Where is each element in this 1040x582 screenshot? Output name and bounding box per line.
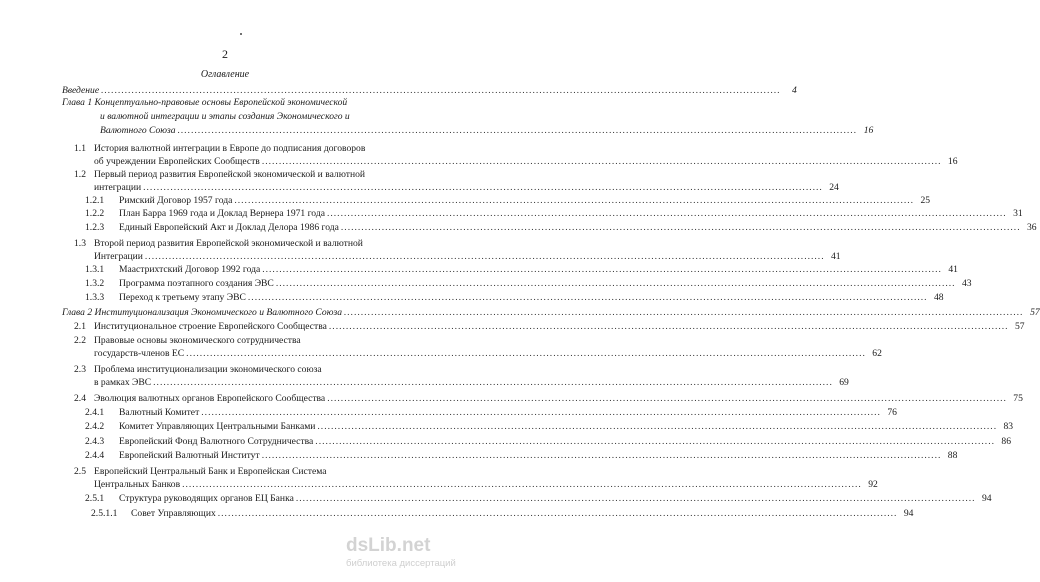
toc-entry-title: Комитет Управляющих Центральными Банками [119, 421, 316, 432]
toc-entry-title: Введение [62, 85, 100, 96]
toc-entry-number: 1.2.3 [85, 222, 105, 233]
toc-leader-dots: ........................................................................................................................................................................................................ [261, 450, 942, 461]
toc-page-number: 43 [961, 278, 972, 289]
toc-entry [94, 181, 839, 195]
toc-entry-title: Структура руководящих органов ЕЦ Банка [119, 493, 294, 504]
toc-entry-number: 2.5.1.1 [91, 508, 118, 519]
toc-entry-title: План Барра 1969 года и Доклад Вернера 1971 года [119, 208, 325, 219]
toc-entry [119, 194, 931, 208]
toc-entry-title: Институциональное строение Европейского Сообщества [94, 321, 327, 332]
toc-page-number: 41 [831, 251, 841, 262]
scan-speck [240, 33, 242, 35]
toc-page-number: 75 [1013, 393, 1023, 404]
toc-leader-dots: ........................................................................................................................................................................................................ [261, 156, 942, 167]
toc-leader-dots: ........................................................................................................................................................................................................ [234, 195, 915, 206]
toc-entry [119, 291, 944, 305]
toc-entry-title: Глава 2 Институционализация Экономического и Валютного Союза [62, 307, 342, 318]
toc-page-number: 86 [1001, 436, 1011, 447]
toc-entry [94, 392, 1023, 406]
toc-entry-title: Римский Договор 1957 года [119, 195, 233, 206]
toc-leader-dots: ........................................................................................................................................................................................................ [144, 251, 825, 262]
toc-entry-number: 2.4.1 [85, 407, 105, 418]
toc-leader-dots: ........................................................................................................................................................................................................ [153, 377, 833, 388]
toc-leader-dots: ........................................................................................................................................................................................................ [201, 407, 881, 418]
toc-heading: Оглавление [200, 69, 250, 80]
toc-entry-title: Совет Управляющих [131, 508, 216, 519]
toc-entry-line: Глава 1 Концептуально-правовые основы Европейской экономической [62, 97, 348, 108]
toc-entry-title: Интеграции [94, 251, 143, 262]
toc-entry-number: 2.4 [74, 393, 86, 404]
toc-page-number: 36 [1027, 222, 1037, 233]
toc-entry-title: Европейский Фонд Валютного Сотрудничества [119, 436, 314, 447]
toc-entry-title: государств-членов ЕС [94, 348, 185, 359]
toc-entry-title: Программа поэтапного создания ЭВС [119, 278, 274, 289]
toc-entry-title: интеграции [94, 182, 142, 193]
toc-page-number: 88 [947, 450, 958, 461]
toc-leader-dots: ........................................................................................................................................................................................................ [328, 321, 1009, 332]
toc-entry [119, 420, 1014, 434]
toc-page-number: 57 [1030, 307, 1040, 318]
toc-entry-number: 2.3 [74, 364, 86, 375]
toc-entry-line: Проблема институционализации экономического союза [94, 364, 322, 375]
toc-entry [94, 376, 849, 390]
toc-page-number: 25 [920, 195, 931, 206]
toc-entry-number: 1.1 [74, 143, 86, 154]
toc-entry-title: об учреждении Европейских Сообществ [94, 156, 260, 167]
toc-entry-number: 1.3.2 [85, 278, 105, 289]
toc-entry-title: Единый Европейский Акт и Доклад Делора 1986 года [119, 222, 339, 233]
toc-entry-line: и валютной интеграции и этапы создания Экономического и [100, 111, 350, 122]
toc-leader-dots: ........................................................................................................................................................................................................ [344, 307, 1024, 318]
toc-entry-title: Европейский Валютный Институт [119, 450, 260, 461]
toc-entry-number: 2.4.4 [85, 450, 105, 461]
toc-leader-dots: ........................................................................................................................................................................................................ [182, 479, 862, 490]
toc-entry [94, 250, 841, 264]
toc-entry [119, 435, 1011, 449]
toc-entry-number: 1.2.1 [85, 195, 105, 206]
toc-entry [119, 492, 992, 506]
toc-leader-dots: ........................................................................................................................................................................................................ [217, 508, 898, 519]
page-number: 2 [222, 47, 228, 61]
toc-entry-title: Центральных Банков [94, 479, 181, 490]
toc-entry [94, 347, 882, 361]
toc-page-number: 76 [887, 407, 897, 418]
toc-entry-title: Эволюция валютных органов Европейского Сообщества [94, 393, 326, 404]
toc-page-number: 24 [829, 182, 839, 193]
watermark [346, 535, 456, 575]
toc-entry [119, 263, 958, 277]
toc-leader-dots: ........................................................................................................................................................................................................ [327, 393, 1007, 404]
toc-entry [119, 406, 897, 420]
toc-entry [94, 155, 958, 169]
toc-entry-number: 1.3.1 [85, 264, 105, 275]
toc-entry-title: Маастрихтский Договор 1992 года [119, 264, 261, 275]
toc-leader-dots: ........................................................................................................................................................................................................ [317, 421, 998, 432]
toc-entry-line: Первый период развития Европейской экономической и валютной [94, 169, 366, 180]
toc-entry-number: 1.2 [74, 169, 86, 180]
toc-entry-line: История валютной интеграции в Европе до подписания договоров [94, 143, 366, 154]
toc-page-number: 31 [1013, 208, 1023, 219]
toc-page-number: 57 [1014, 321, 1025, 332]
toc-entry-line: Второй период развития Европейской экономической и валютной [94, 238, 363, 249]
toc-page-number: 62 [872, 348, 882, 359]
toc-entry-number: 1.2.2 [85, 208, 105, 219]
toc-page-number: 94 [981, 493, 992, 504]
toc-entry-number: 2.1 [74, 321, 86, 332]
toc-page-number: 69 [839, 377, 849, 388]
toc-entry [119, 221, 1037, 235]
watermark-subtitle: библиотека диссертаций [346, 558, 456, 569]
toc-leader-dots: ........................................................................................................................................................................................................ [275, 278, 956, 289]
toc-entry-number: 2.4.3 [85, 436, 105, 447]
toc-entry [62, 306, 1040, 320]
toc-page-number: 94 [903, 508, 914, 519]
toc-leader-dots: ........................................................................................................................................................................................................ [262, 264, 942, 275]
toc-entry [119, 207, 1023, 221]
watermark-logo: dsLib.net [346, 535, 431, 556]
toc-entry [100, 124, 874, 138]
toc-entry-number: 2.5.1 [85, 493, 105, 504]
toc-entry-number: 2.5 [74, 466, 86, 477]
toc-leader-dots: ........................................................................................................................................................................................................ [295, 493, 976, 504]
toc-page-number: 4 [791, 85, 797, 96]
toc-page-number: 41 [948, 264, 958, 275]
toc-leader-dots: ........................................................................................................................................................................................................ [101, 85, 781, 96]
toc-entry-number: 1.3 [74, 238, 86, 249]
toc-entry [94, 320, 1025, 334]
toc-page-number: 48 [933, 292, 944, 303]
toc-entry-number: 2.4.2 [85, 421, 105, 432]
toc-leader-dots: ........................................................................................................................................................................................................ [143, 182, 823, 193]
toc-entry-line: Правовые основы экономического сотрудничества [94, 335, 301, 346]
toc-entry-number: 2.2 [74, 335, 86, 346]
toc-page-number: 92 [868, 479, 878, 490]
toc-entry-title: Валютного Союза [100, 125, 176, 136]
toc-entry [131, 507, 914, 521]
toc-page-number: 83 [1003, 421, 1014, 432]
toc-leader-dots: ........................................................................................................................................................................................................ [186, 348, 866, 359]
toc-entry-number: 1.3.3 [85, 292, 105, 303]
toc-entry-line: Европейский Центральный Банк и Европейская Система [94, 466, 327, 477]
toc-entry [94, 478, 878, 492]
toc-entry-title: Переход к третьему этапу ЭВС [119, 292, 246, 303]
toc-leader-dots: ........................................................................................................................................................................................................ [247, 292, 928, 303]
toc-leader-dots: ........................................................................................................................................................................................................ [326, 208, 1007, 219]
toc-entry-title: в рамках ЭВС [94, 377, 152, 388]
toc-page-number: 16 [863, 125, 874, 136]
toc-leader-dots: ........................................................................................................................................................................................................ [177, 125, 858, 136]
toc-leader-dots: ........................................................................................................................................................................................................ [315, 436, 995, 447]
toc-page-number: 16 [947, 156, 958, 167]
toc-entry-title: Валютный Комитет [119, 407, 200, 418]
toc-leader-dots: ........................................................................................................................................................................................................ [340, 222, 1021, 233]
toc-entry [119, 449, 958, 463]
toc-entry [119, 277, 972, 291]
